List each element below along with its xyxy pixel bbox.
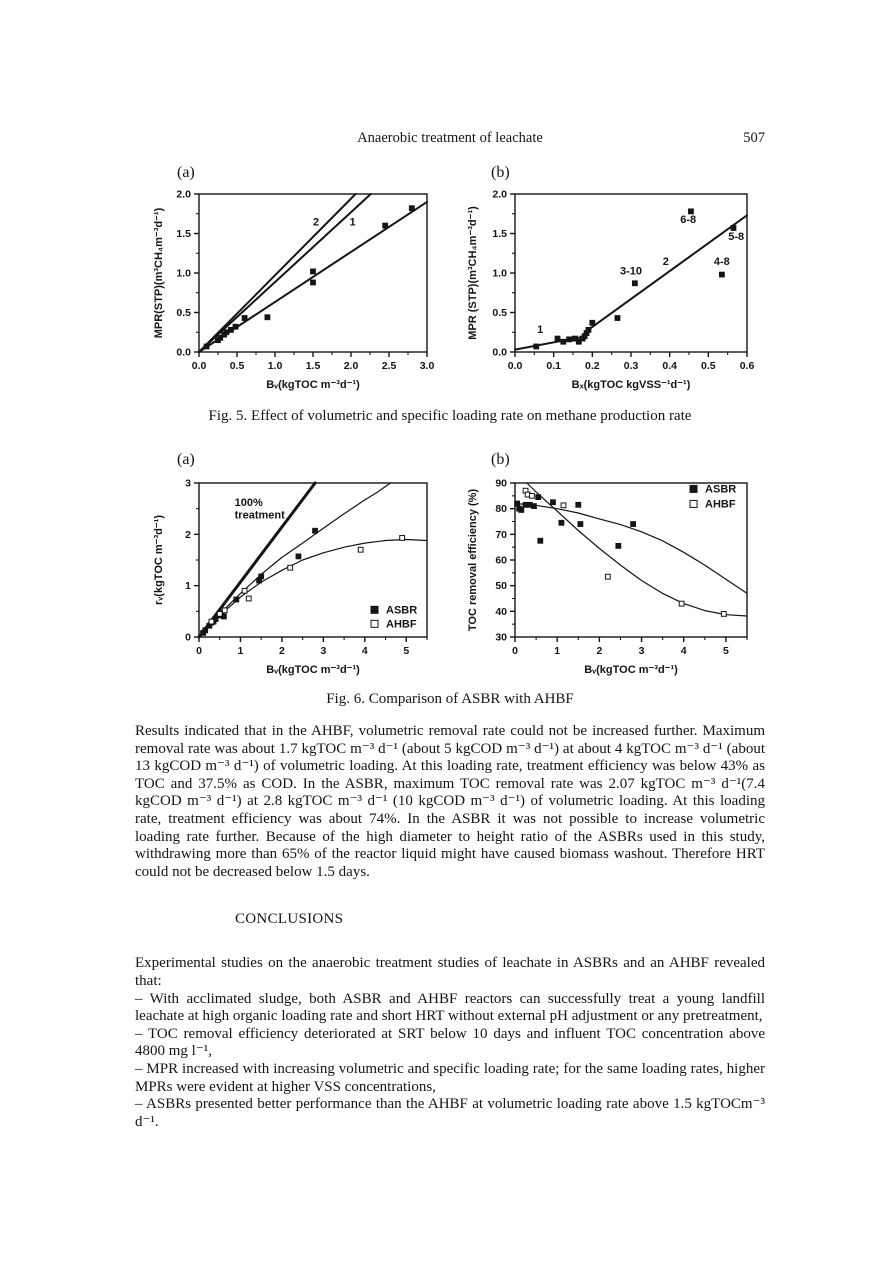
svg-text:2: 2 [185,528,191,541]
figure5-caption: Fig. 5. Effect of volumetric and specific loading rate on methane production rate [208,408,692,424]
page-content [135,0,765,1131]
running-head: Anaerobic treatment of leachate [357,130,543,146]
svg-text:1: 1 [237,645,244,657]
conclusion-bullet-1: – With acclimated sludge, both ASBR and AHBF reactors can successfully treat a young landfill leachate at high organic loading rate and short HRT without external pH adjustment or any pretreatment, [135,990,765,1025]
svg-text:1.0: 1.0 [176,267,191,280]
svg-text:MPR (STP)(m³CH₄m⁻³d⁻¹): MPR (STP)(m³CH₄m⁻³d⁻¹) [467,206,479,340]
svg-text:100%: 100% [234,497,263,510]
svg-text:Bₓ(kgTOC kgVSS⁻¹d⁻¹): Bₓ(kgTOC kgVSS⁻¹d⁻¹) [571,379,691,391]
svg-text:0.5: 0.5 [701,360,716,372]
page-header [135,130,765,150]
fig6b-chart [463,471,763,681]
svg-text:Bᵥ(kgTOC m⁻³d⁻¹): Bᵥ(kgTOC m⁻³d⁻¹) [266,664,360,676]
svg-text:0.5: 0.5 [492,307,507,319]
svg-text:1: 1 [349,216,356,229]
svg-text:rᵥ(kgTOC m⁻³d⁻¹): rᵥ(kgTOC m⁻³d⁻¹) [153,515,165,605]
svg-text:1.5: 1.5 [176,228,191,240]
svg-text:AHBF: AHBF [386,618,417,631]
svg-text:0.0: 0.0 [176,346,191,359]
svg-text:0.1: 0.1 [546,360,561,372]
conclusion-bullet-4: – ASBRs presented better performance than the AHBF at volumetric loading rate above 1.5 kgTOCm⁻³ d⁻¹. [135,1096,765,1130]
figure6 [135,451,765,681]
svg-text:3-10: 3-10 [619,265,643,278]
fig6a-chart [149,471,441,681]
svg-text:0.6: 0.6 [739,360,755,372]
svg-text:0.0: 0.0 [191,360,207,372]
svg-text:Bᵥ(kgTOC m⁻³d⁻¹): Bᵥ(kgTOC m⁻³d⁻¹) [266,379,360,391]
figure5-panel-a [149,164,441,396]
svg-text:1.0: 1.0 [267,360,283,372]
svg-text:3: 3 [185,477,191,490]
svg-text:2.5: 2.5 [381,360,397,372]
page-number: 507 [743,130,765,146]
svg-text:4: 4 [361,645,368,657]
svg-text:2: 2 [662,256,669,269]
conclusions-intro: Experimental studies on the anaerobic treatment studies of leachate in ASBRs and an AHBF revealed that: [135,955,765,989]
svg-text:90: 90 [495,477,507,490]
figure6-caption: Fig. 6. Comparison of ASBR with AHBF [326,691,574,707]
svg-text:TOC removal efficiency (%): TOC removal efficiency (%) [467,488,479,632]
svg-text:0: 0 [512,645,518,657]
svg-text:5: 5 [403,645,410,657]
svg-text:1: 1 [554,645,561,657]
svg-text:80: 80 [495,503,507,516]
svg-text:ASBR: ASBR [705,483,737,496]
svg-text:2.0: 2.0 [176,188,191,201]
svg-text:2.0: 2.0 [492,188,507,201]
figure5-panel-b-label: (b) [491,164,510,181]
figure5 [135,164,765,396]
svg-text:1.0: 1.0 [492,267,507,280]
figure5-panel-a-label: (a) [177,164,195,181]
svg-text:6-8: 6-8 [680,214,697,227]
svg-text:3.0: 3.0 [419,360,435,372]
figure6-panel-a-label: (a) [177,451,195,468]
svg-text:AHBF: AHBF [705,498,736,511]
svg-text:2: 2 [278,645,285,657]
svg-text:1: 1 [537,324,544,337]
svg-text:2: 2 [312,216,320,229]
svg-text:4-8: 4-8 [713,256,730,269]
figure5-panel-b [463,164,763,396]
svg-text:Bᵥ(kgTOC m⁻³d⁻¹): Bᵥ(kgTOC m⁻³d⁻¹) [584,664,678,676]
svg-text:5-8: 5-8 [728,230,745,243]
figure6-panel-b [463,451,763,681]
svg-text:3: 3 [638,645,645,657]
figure6-panel-a [149,451,441,681]
figure6-panel-b-label: (b) [491,451,510,468]
svg-text:0.0: 0.0 [492,346,507,359]
svg-text:0.5: 0.5 [229,360,245,372]
svg-text:3: 3 [320,645,327,657]
svg-text:MPR(STP)(m³CH₄m⁻³d⁻¹): MPR(STP)(m³CH₄m⁻³d⁻¹) [153,207,165,339]
svg-text:1.5: 1.5 [305,360,321,372]
conclusion-bullet-2: – TOC removal efficiency deteriorated at SRT below 10 days and influent TOC concentration above 4800 mg l⁻¹, [135,1025,765,1060]
svg-text:60: 60 [495,554,507,567]
svg-text:0.4: 0.4 [662,360,677,372]
svg-text:4: 4 [680,645,687,657]
svg-text:2: 2 [596,645,603,657]
svg-text:5: 5 [722,645,729,657]
svg-text:1.5: 1.5 [492,228,507,240]
svg-text:30: 30 [495,631,507,644]
svg-text:ASBR: ASBR [386,604,418,617]
conclusion-bullet-3: – MPR increased with increasing volumetric and specific loading rate; for the same loading rates, higher MPRs were evident at higher VSS concentrations, [135,1060,765,1095]
svg-text:0.3: 0.3 [623,360,639,372]
fig5a-chart [149,184,441,396]
fig5b-chart [463,184,763,396]
svg-text:0.0: 0.0 [507,360,523,372]
svg-text:40: 40 [495,605,507,618]
svg-text:50: 50 [495,580,507,593]
svg-text:2.0: 2.0 [343,360,359,372]
svg-text:1: 1 [185,580,191,593]
svg-text:70: 70 [495,528,507,541]
svg-text:0.5: 0.5 [176,307,191,319]
svg-text:0.2: 0.2 [585,360,600,372]
svg-text:treatment: treatment [234,509,285,522]
conclusions-heading: CONCLUSIONS [235,911,344,928]
results-paragraph: Results indicated that in the AHBF, volumetric removal rate could not be increased further. Maximum removal rate was about 1.7 kgTOC m⁻³ d⁻¹ (about 5 kgCOD m⁻³ d⁻¹) at about 4 kgTOC m⁻³ d⁻¹ (about 13 kgCOD m⁻³ d⁻¹) of volumetric loading. At this loading rate, treatment efficiency was below 43% as TOC and 37.5% as COD. In the ASBR, maximum TOC removal rate was 2.07 kgTOC m⁻³ d⁻¹(7.4 kgCOD m⁻³ d⁻¹) at 2.8 kgTOC m⁻³ d⁻¹ (10 kgCOD m⁻³ d⁻¹) of volumetric loading. At this loading rate, treatment efficiency was about 74%. In the ASBR it was not possible to increase volumetric loading rate further. Because of the high diameter to height ratio of the ASBRs used in this study, withdrawing more than 65% of the reactor liquid might have caused biomass washout. Therefore HRT could not be decreased below 1.5 days. [135,723,765,880]
svg-text:0: 0 [185,631,191,644]
svg-text:0: 0 [196,645,202,657]
